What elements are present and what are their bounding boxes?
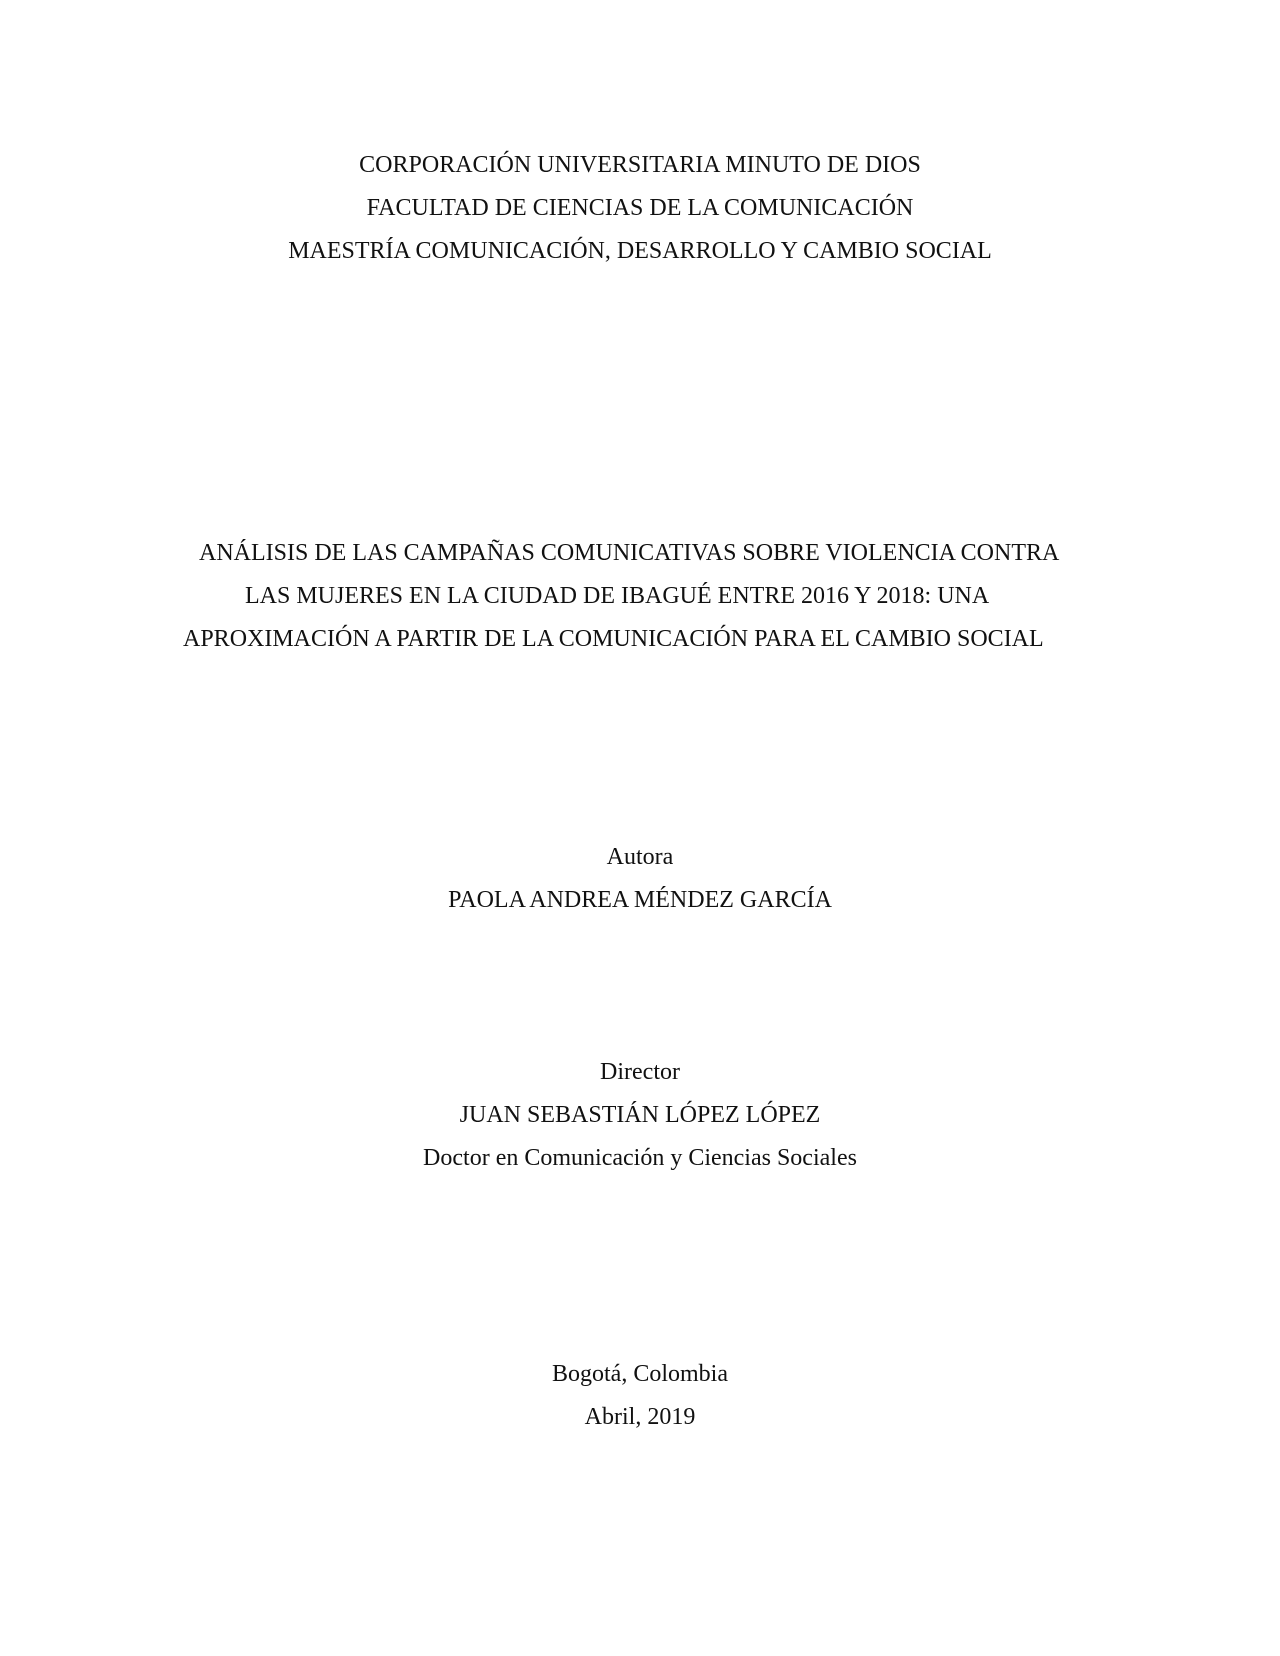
faculty-name: FACULTAD DE CIENCIAS DE LA COMUNICACIÓN (366, 195, 914, 221)
date: Abril, 2019 (584, 1404, 696, 1430)
director-label: Director (600, 1059, 680, 1085)
university-name: CORPORACIÓN UNIVERSITARIA MINUTO DE DIOS (359, 152, 921, 178)
director-degree: Doctor en Comunicación y Ciencias Sociales (423, 1145, 857, 1171)
program-name: MAESTRÍA COMUNICACIÓN, DESARROLLO Y CAMBIO SOCIAL (288, 238, 992, 264)
director-name: JUAN SEBASTIÁN LÓPEZ LÓPEZ (459, 1102, 821, 1128)
author-label: Autora (606, 844, 674, 870)
thesis-title-line-2: LAS MUJERES EN LA CIUDAD DE IBAGUÉ ENTRE 2016 Y 2018: UNA (245, 583, 990, 609)
thesis-title-line-3: APROXIMACIÓN A PARTIR DE LA COMUNICACIÓN PARA EL CAMBIO SOCIAL (183, 626, 1044, 652)
place: Bogotá, Colombia (552, 1361, 728, 1387)
thesis-title-line-1: ANÁLISIS DE LAS CAMPAÑAS COMUNICATIVAS SOBRE VIOLENCIA CONTRA (199, 540, 1060, 566)
author-name: PAOLA ANDREA MÉNDEZ GARCÍA (448, 887, 832, 913)
